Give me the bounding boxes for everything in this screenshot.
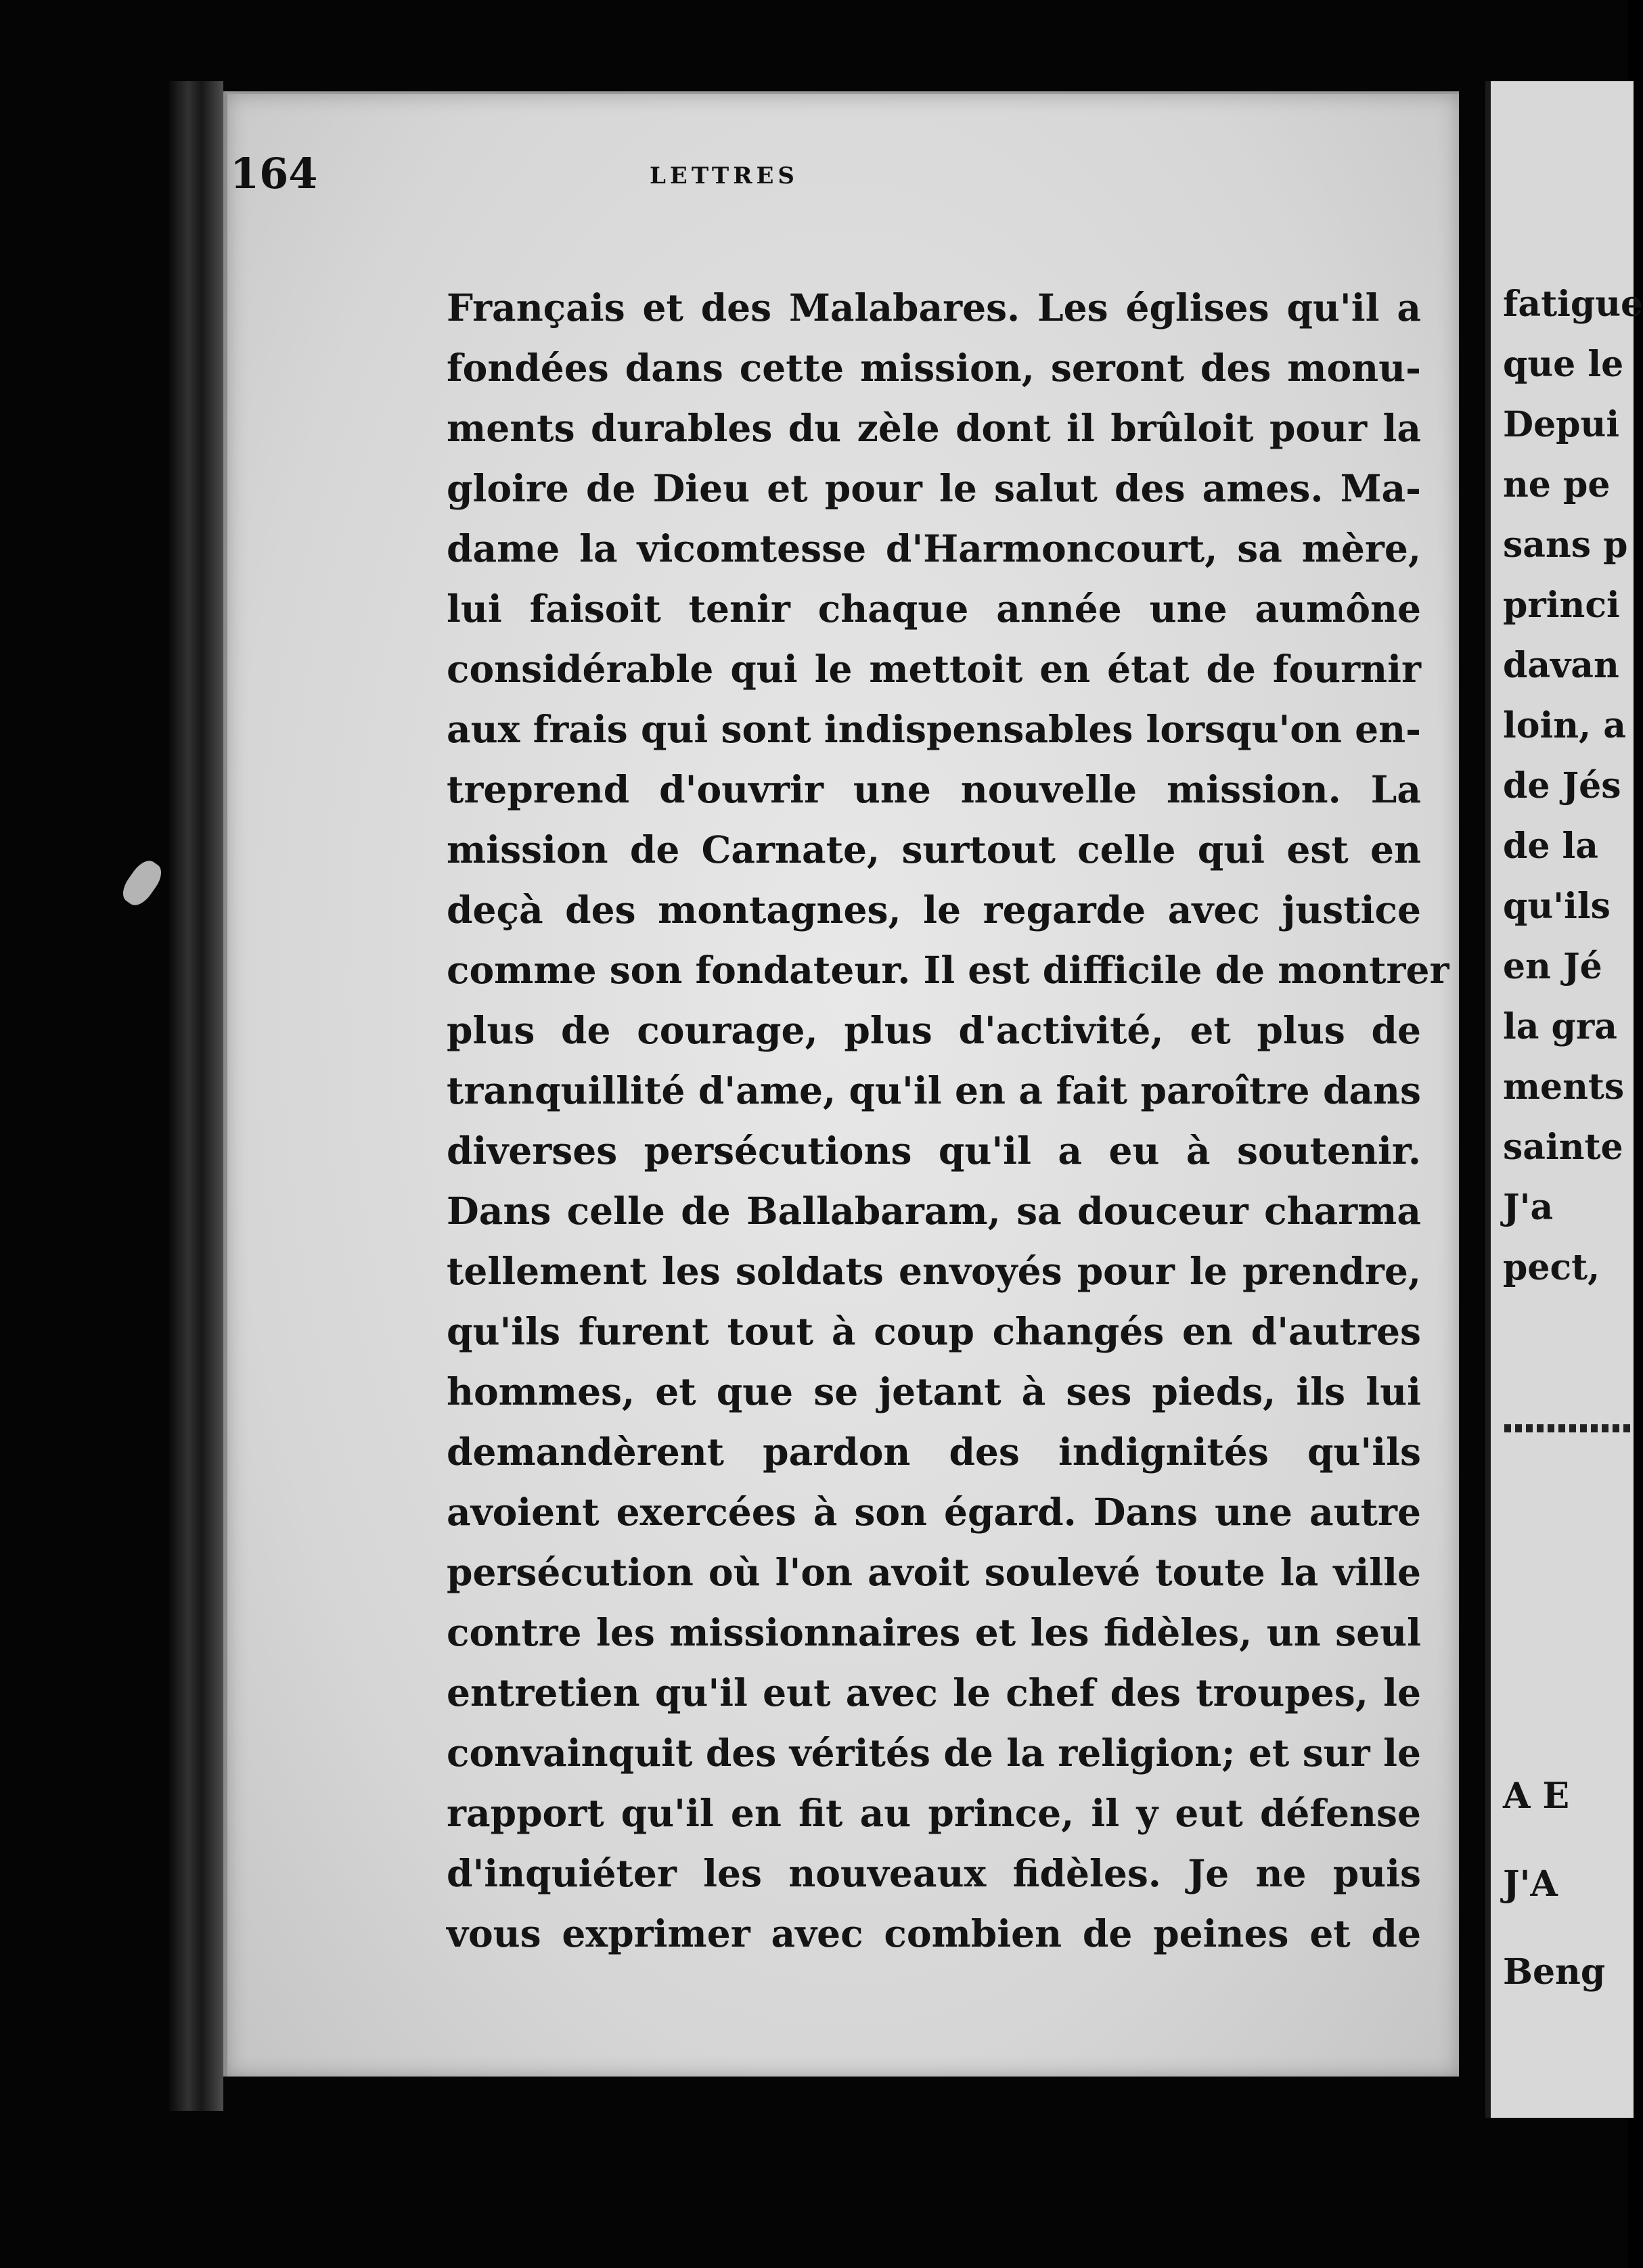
- text-line: rapport qu'il en fit au prince, il y eut défense: [447, 1791, 1421, 1835]
- page-number: 164: [230, 149, 318, 198]
- running-head: LETTRES: [650, 162, 798, 189]
- facing-text-line: Beng: [1503, 1951, 1606, 1993]
- text-line: gloire de Dieu et pour le salut des ames. Ma-: [447, 466, 1421, 510]
- text-line: qu'ils furent tout à coup changés en d'autres: [447, 1309, 1421, 1353]
- facing-text-line: fatigue: [1503, 284, 1643, 325]
- facing-text-line: A E: [1503, 1775, 1570, 1817]
- facing-text-line: pect,: [1503, 1247, 1600, 1288]
- facing-page-upper-text: [1503, 274, 1643, 1298]
- facing-text-line: que le: [1503, 344, 1624, 385]
- text-line: aux frais qui sont indispensables lorsqu'on en-: [447, 707, 1421, 751]
- facing-text-line: la gra: [1503, 1006, 1617, 1047]
- facing-text-line: princi: [1503, 585, 1620, 626]
- text-line: d'inquiéter les nouveaux fidèles. Je ne puis: [447, 1851, 1421, 1895]
- text-line: diverses persécutions qu'il a eu à soutenir.: [447, 1129, 1421, 1173]
- text-line: persécution où l'on avoit soulevé toute la ville: [447, 1550, 1421, 1594]
- paper-speck: [118, 856, 167, 910]
- facing-text-line: loin, a: [1503, 705, 1626, 746]
- facing-text-line: J'a: [1503, 1187, 1554, 1228]
- text-line: dame la vicomtesse d'Harmoncourt, sa mère,: [447, 526, 1421, 570]
- text-line: treprend d'ouvrir une nouvelle mission. La: [447, 767, 1421, 811]
- text-line: plus de courage, plus d'activité, et plus de: [447, 1008, 1421, 1052]
- facing-text-line: ments: [1503, 1066, 1625, 1108]
- text-line: fondées dans cette mission, seront des monu-: [447, 346, 1421, 390]
- text-line: demandèrent pardon des indignités qu'ils: [447, 1430, 1421, 1474]
- facing-text-line: davan: [1503, 645, 1619, 686]
- facing-text-line: sans p: [1503, 524, 1628, 566]
- facing-text-line: de Jés: [1503, 765, 1621, 807]
- text-line: deçà des montagnes, le regarde avec justice: [447, 888, 1421, 932]
- text-line: comme son fondateur. Il est difficile de montrer: [447, 948, 1449, 992]
- text-line: Français et des Malabares. Les églises qu'il a: [447, 286, 1421, 330]
- text-line: avoient exercées à son égard. Dans une autre: [447, 1490, 1421, 1534]
- facing-text-line: J'A: [1503, 1863, 1558, 1905]
- text-line: ments durables du zèle dont il brûloit pour la: [447, 406, 1421, 450]
- text-line: tellement les soldats envoyés pour le prendre,: [447, 1249, 1421, 1293]
- text-line: lui faisoit tenir chaque année une aumône: [447, 587, 1421, 631]
- text-line: Dans celle de Ballabaram, sa douceur charma: [447, 1189, 1421, 1233]
- text-line: mission de Carnate, surtout celle qui est en: [447, 827, 1421, 871]
- facing-text-line: qu'ils: [1503, 886, 1611, 927]
- text-line: tranquillité d'ame, qu'il en a fait paroître dans: [447, 1068, 1421, 1112]
- text-line: contre les missionnaires et les fidèles, un seul: [447, 1610, 1421, 1654]
- facing-text-line: sainte: [1503, 1127, 1623, 1168]
- text-line: entretien qu'il eut avec le chef des troupes, le: [447, 1671, 1421, 1715]
- facing-text-line: en Jé: [1503, 946, 1602, 987]
- facing-page-lower-text: [1503, 1752, 1605, 2016]
- facing-text-line: ne pe: [1503, 464, 1611, 505]
- text-line: considérable qui le mettoit en état de fournir: [447, 647, 1421, 691]
- text-line: hommes, et que se jetant à ses pieds, ils lui: [447, 1369, 1421, 1413]
- text-line: vous exprimer avec combien de peines et de: [447, 1911, 1421, 1955]
- ornamental-rule: [1504, 1424, 1633, 1432]
- page-header: [230, 135, 1380, 203]
- text-line: convainquit des vérités de la religion; et sur le: [447, 1731, 1421, 1775]
- body-text: [447, 277, 1449, 1964]
- facing-text-line: Depui: [1503, 404, 1620, 445]
- book-edge: [169, 81, 223, 2111]
- facing-text-line: de la: [1503, 825, 1598, 867]
- facing-page: [1485, 81, 1643, 2118]
